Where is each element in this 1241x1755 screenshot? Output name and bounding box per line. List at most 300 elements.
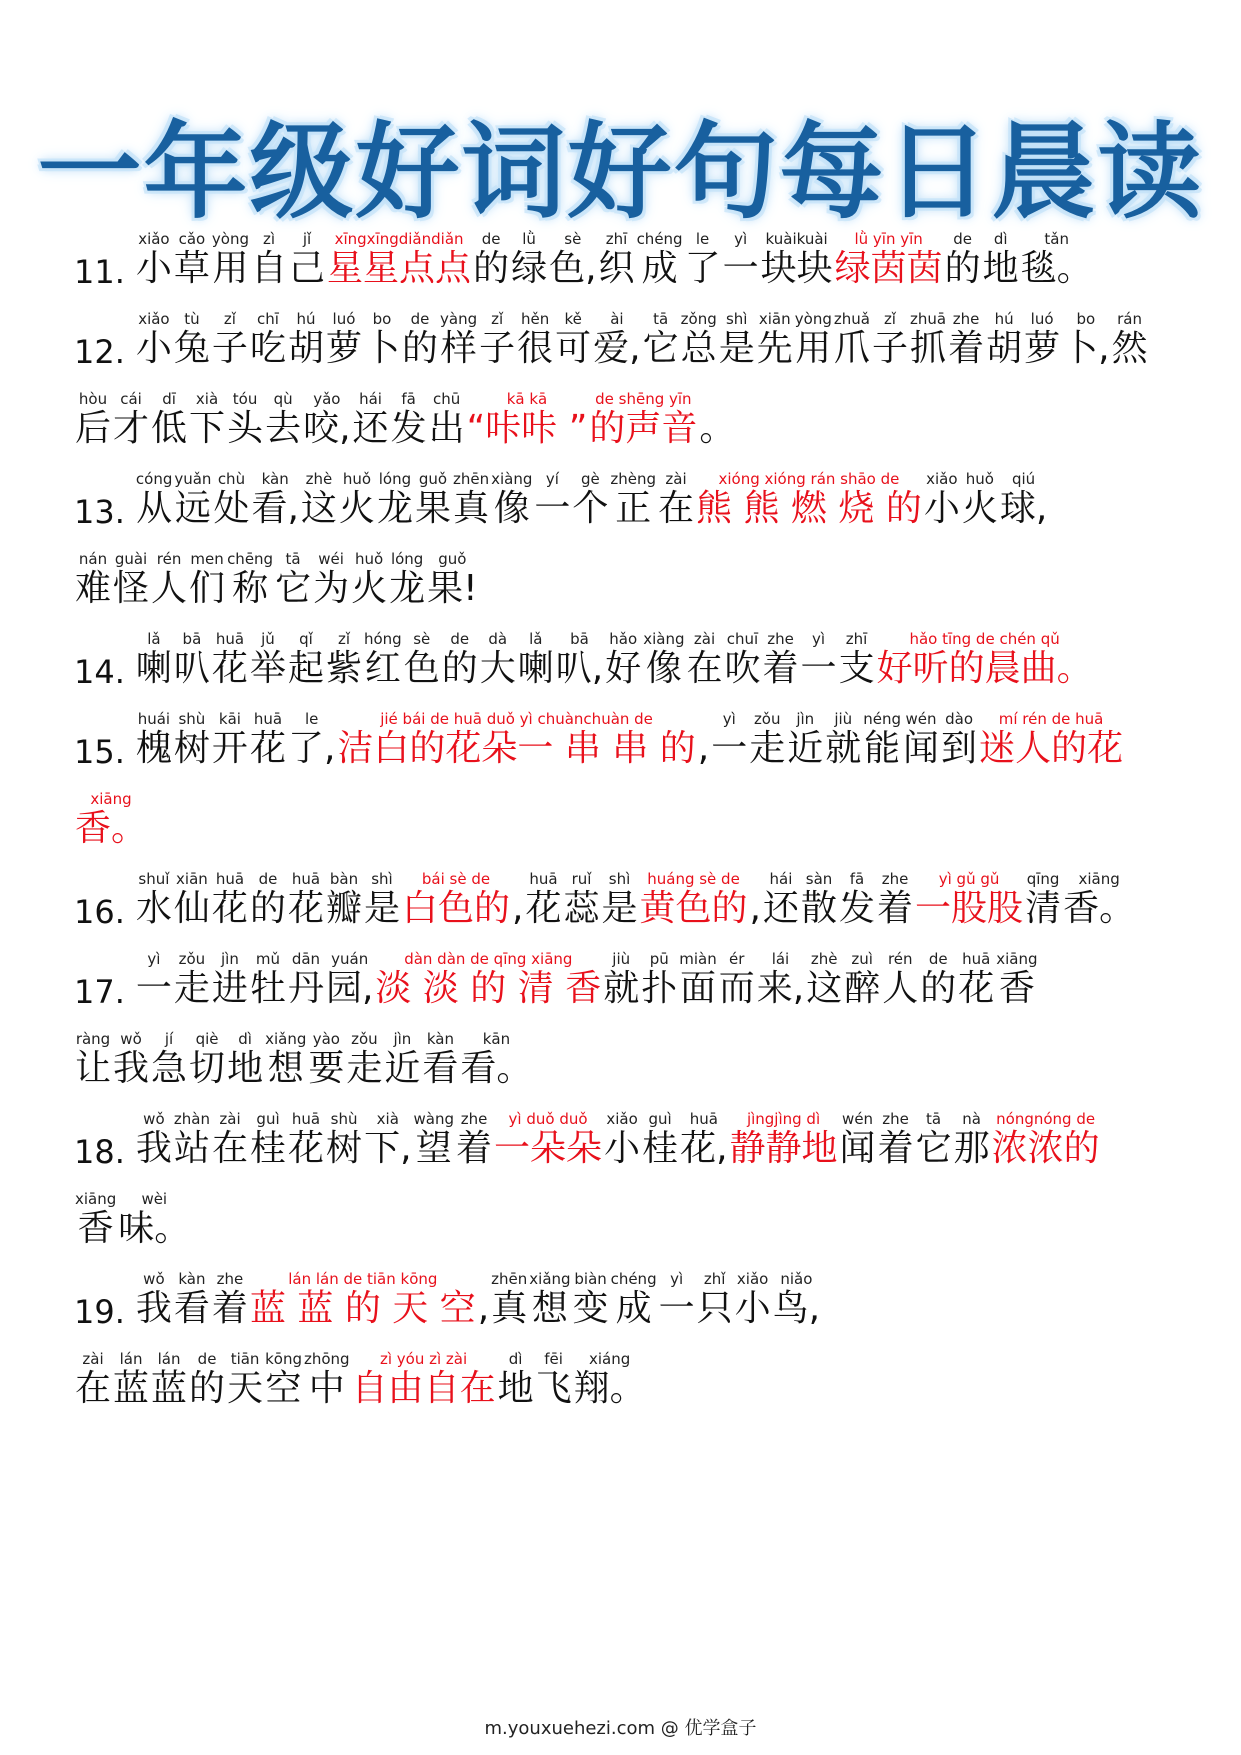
hanzi: 支 (838, 648, 875, 689)
pinyin: hái (359, 390, 382, 408)
word (498, 1350, 534, 1410)
word (563, 870, 599, 930)
sentence-line-content (74, 870, 1136, 930)
pinyin: zhēn (491, 1270, 528, 1288)
word (212, 950, 248, 1010)
hanzi: 起 (287, 648, 324, 689)
hanzi: 花 (287, 888, 324, 929)
pinyin: zhe (881, 870, 909, 888)
pinyin: zǒu (351, 1030, 378, 1048)
word (288, 950, 324, 1010)
word (227, 550, 273, 610)
hanzi: 称 (232, 568, 269, 609)
hanzi: 中 (308, 1368, 345, 1409)
pinyin: bā (182, 630, 202, 648)
hanzi: 们 (189, 568, 226, 609)
highlighted-phrase (992, 1110, 1100, 1170)
pinyin: xiǎo (138, 230, 170, 248)
hanzi: 球, (999, 488, 1048, 529)
hanzi: 然 (1111, 328, 1148, 369)
word (251, 230, 287, 290)
word (213, 470, 249, 530)
pinyin: guǒ (438, 550, 467, 568)
pinyin: yuán (331, 950, 369, 968)
hanzi: 蓝 (113, 1368, 150, 1409)
word (920, 950, 956, 1010)
word (189, 390, 225, 450)
pinyin: hóng (363, 630, 402, 648)
pinyin: zhè (305, 470, 333, 488)
word (910, 310, 946, 370)
sentence-line-content (74, 710, 1124, 770)
hanzi: 为 (313, 568, 350, 609)
word (288, 870, 324, 930)
highlighted-phrase (835, 230, 943, 290)
sentence-line (74, 690, 1174, 770)
word (377, 470, 413, 530)
hanzi: 这 (300, 488, 337, 529)
hanzi: 着 (456, 1128, 493, 1169)
word (250, 710, 286, 770)
word (440, 310, 477, 370)
pinyin: fēi (544, 1350, 563, 1368)
word (326, 950, 373, 1010)
highlighted-phrase (352, 1350, 496, 1410)
hanzi: 一 (135, 968, 172, 1009)
pinyin: xiǎo (606, 1110, 638, 1128)
hanzi: , (749, 888, 761, 929)
word (429, 390, 465, 450)
pinyin: tiān (230, 1350, 260, 1368)
word (593, 310, 640, 370)
word (442, 630, 478, 690)
word (189, 1030, 225, 1090)
hanzi: 想 (531, 1288, 568, 1329)
word (212, 310, 248, 370)
pinyin: dān (291, 950, 321, 968)
sentence-number: 18. (74, 1133, 125, 1171)
hanzi: 蓝 蓝 的 天 空 (249, 1288, 476, 1329)
pinyin: yí (545, 470, 559, 488)
hanzi: 蓝 (151, 1368, 188, 1409)
pinyin: rén (887, 950, 913, 968)
highlighted-phrase (375, 950, 601, 1010)
pinyin: fā (401, 390, 416, 408)
hanzi: 自由自在 (351, 1368, 496, 1409)
sentence-line-content (74, 950, 1039, 1010)
word (346, 1030, 382, 1090)
word (945, 230, 981, 290)
word (1021, 230, 1093, 290)
pinyin: xiǎo (736, 1270, 769, 1288)
hanzi: 才 (113, 408, 150, 449)
hanzi: 花 (249, 728, 286, 769)
pinyin: jǐ (302, 230, 312, 248)
sentence-line (74, 610, 1174, 690)
pinyin: shuǐ (138, 870, 170, 888)
word (572, 470, 608, 530)
pinyin: xiǎo (138, 310, 170, 328)
pinyin: guài (114, 550, 148, 568)
sentence-number: 13. (74, 493, 125, 531)
pinyin: nóngnóng de (996, 1110, 1096, 1128)
word (878, 1110, 914, 1170)
hanzi: 园, (325, 968, 374, 1009)
word (404, 630, 440, 690)
hanzi: 香 (998, 968, 1035, 1009)
word (174, 710, 210, 770)
word (1112, 310, 1148, 370)
sentence-line (74, 1010, 1174, 1090)
pinyin: chēng (227, 550, 274, 568)
pinyin: wén (842, 1110, 874, 1128)
pinyin: rán (1117, 310, 1142, 328)
hanzi: 下 (189, 408, 226, 449)
word (402, 310, 438, 370)
pinyin: tù (184, 310, 200, 328)
hanzi: 像 (645, 648, 682, 689)
hanzi: 的 (944, 248, 981, 289)
hanzi: 火 (338, 488, 375, 529)
footer-watermark: m.youxuehezi.com @ 优学盒子 (484, 1718, 757, 1739)
pinyin: zhe (216, 1270, 244, 1288)
hanzi: 花 (958, 968, 995, 1009)
hanzi: 去 (265, 408, 302, 449)
pinyin: zhī (605, 230, 628, 248)
hanzi: 小 (734, 1288, 771, 1329)
word (699, 390, 735, 450)
pinyin: chuī (726, 630, 759, 648)
word (605, 630, 641, 690)
word (641, 950, 677, 1010)
word (174, 310, 210, 370)
highlighted-phrase (337, 710, 695, 770)
word (491, 470, 532, 530)
word (189, 550, 225, 610)
pinyin: wéi (318, 550, 344, 568)
pinyin: zài (82, 1350, 104, 1368)
pinyin: yì (722, 710, 736, 728)
pinyin: shì (371, 870, 393, 888)
word (834, 310, 870, 370)
hanzi: 开 (211, 728, 248, 769)
word (479, 310, 515, 370)
pinyin: tā (926, 1110, 942, 1128)
pinyin: jǔ (261, 630, 275, 648)
pinyin: kōng (265, 1350, 302, 1368)
pinyin: yì (812, 630, 826, 648)
hanzi: 己 (289, 248, 326, 289)
word (212, 710, 248, 770)
pinyin: pū (649, 950, 669, 968)
word (806, 950, 842, 1010)
word (227, 1030, 263, 1090)
word (735, 1270, 771, 1330)
hanzi: 一 (534, 488, 571, 529)
word (757, 310, 793, 370)
word (757, 950, 804, 1010)
pinyin: huā (529, 870, 558, 888)
pinyin: jìn (393, 1030, 412, 1048)
word (863, 710, 901, 770)
hanzi: 树 (326, 1128, 363, 1169)
word (265, 1350, 302, 1410)
hanzi: 是 (718, 328, 755, 369)
hanzi: 小 (135, 328, 172, 369)
word (288, 1110, 324, 1170)
pinyin: hái (769, 870, 793, 888)
pinyin: rén (156, 550, 182, 568)
pinyin: sè (564, 230, 582, 248)
hanzi: 绿 (511, 248, 548, 289)
pinyin: dì (238, 1030, 252, 1048)
pinyin: zhuǎ (833, 310, 870, 328)
pinyin: de (953, 230, 973, 248)
pinyin: men (190, 550, 224, 568)
hanzi: 是 (601, 888, 638, 929)
pinyin: jìn (796, 710, 815, 728)
hanzi: 一股股 (915, 888, 1024, 929)
word (174, 470, 211, 530)
hanzi: 花 (211, 648, 248, 689)
hanzi: 树 (173, 728, 210, 769)
pinyin: huǒ (965, 470, 994, 488)
word (685, 230, 721, 290)
word (136, 1270, 172, 1330)
pinyin: kuàikuài (765, 230, 828, 248)
word (351, 550, 387, 610)
word (962, 470, 998, 530)
hanzi: 紫 (325, 648, 362, 689)
hanzi: 远 (174, 488, 211, 529)
hanzi: 像 (493, 488, 530, 529)
hanzi: 织 (598, 248, 635, 289)
pinyin: chū (432, 390, 461, 408)
word (611, 1270, 657, 1330)
hanzi: 切 (189, 1048, 226, 1089)
word (996, 950, 1037, 1010)
hanzi: 它 (275, 568, 312, 609)
hanzi: 咬, (303, 408, 351, 449)
hanzi: 只 (696, 1288, 733, 1329)
word (174, 630, 210, 690)
hanzi: 难 (75, 568, 112, 609)
sentence-line (74, 1090, 1174, 1170)
pinyin: zhe (882, 1110, 909, 1128)
word (1062, 310, 1109, 370)
pinyin: wén (905, 710, 937, 728)
hanzi: 一 (658, 1288, 695, 1329)
pinyin: zǐ (223, 310, 236, 328)
pinyin: zài (219, 1110, 241, 1128)
pinyin: huǒ (355, 550, 384, 568)
word (556, 630, 603, 690)
pinyin: zhè (810, 950, 838, 968)
pinyin: shù (178, 710, 206, 728)
word (227, 1350, 263, 1410)
pinyin: gè (581, 470, 600, 488)
word (536, 1350, 572, 1410)
hanzi: 在 (686, 648, 723, 689)
pinyin: zì (263, 230, 276, 248)
pinyin: lái (771, 950, 790, 968)
word (637, 230, 683, 290)
pinyin: hòu (78, 390, 108, 408)
hanzi: 的 (249, 888, 286, 929)
hanzi: 急 (151, 1048, 188, 1089)
pinyin: zǒu (753, 710, 781, 728)
word (534, 470, 570, 530)
pinyin: xiāng (90, 790, 132, 808)
pinyin: qiú (1011, 470, 1036, 488)
word (839, 630, 875, 690)
word (212, 1270, 248, 1330)
pinyin: jìn (221, 950, 239, 968)
hanzi: 自 (251, 248, 288, 289)
pinyin: shù (330, 1110, 358, 1128)
pinyin: xiān (176, 870, 208, 888)
word (364, 310, 400, 370)
word (339, 470, 375, 530)
word (250, 630, 286, 690)
word (679, 950, 716, 1010)
sentence-line-content (74, 230, 1094, 290)
pinyin: shì (725, 310, 748, 328)
word (681, 310, 717, 370)
pinyin: bā (570, 630, 589, 648)
word (289, 230, 325, 290)
hanzi: 星星点点 (327, 248, 472, 289)
pinyin: hěn (521, 310, 550, 328)
page-title: 一年级好词好句每日晨读 (37, 111, 1204, 233)
pinyin: wǒ (143, 1270, 165, 1288)
hanzi: 花 (288, 1128, 325, 1169)
hanzi: , (477, 1288, 490, 1329)
word (602, 870, 638, 930)
pinyin: zǒng (680, 310, 717, 328)
word (986, 310, 1022, 370)
hanzi: 是 (363, 888, 400, 929)
word (719, 950, 755, 1010)
hanzi: 的 (441, 648, 478, 689)
sentence-line (74, 1170, 1174, 1250)
hanzi: 桂 (250, 1128, 287, 1169)
word (364, 1110, 411, 1170)
sentence-line (74, 210, 1174, 290)
hanzi: 就 (603, 968, 640, 1009)
sentence-number: 19. (74, 1293, 125, 1331)
pinyin: chù (217, 470, 246, 488)
word (882, 950, 918, 1010)
pinyin: huā (215, 630, 245, 648)
pinyin: yì (670, 1270, 684, 1288)
word (825, 710, 861, 770)
highlighted-phrase (494, 1110, 602, 1170)
hanzi: 用 (795, 328, 832, 369)
pinyin: yì (147, 950, 161, 968)
pinyin: lóng (378, 470, 412, 488)
hanzi: 绿茵茵 (834, 248, 943, 289)
word (174, 1270, 210, 1330)
word (212, 230, 249, 290)
word (903, 710, 939, 770)
sentence-line (74, 290, 1174, 370)
word (795, 310, 832, 370)
pinyin: xiān (758, 310, 791, 328)
hanzi: 想 (267, 1048, 304, 1089)
hanzi: 扑 (641, 968, 678, 1009)
word (250, 1110, 286, 1170)
pinyin: xià (195, 390, 219, 408)
hanzi: 火 (351, 568, 388, 609)
word (599, 230, 635, 290)
word (136, 630, 172, 690)
word (725, 630, 761, 690)
word (326, 310, 362, 370)
highlighted-phrase (979, 710, 1123, 770)
word (136, 950, 172, 1010)
hanzi: 个 (572, 488, 609, 529)
pinyin: de (197, 1350, 217, 1368)
hanzi: 可 (555, 328, 592, 369)
word (353, 390, 389, 450)
hanzi: , (512, 888, 524, 929)
word (136, 230, 172, 290)
pinyin: guì (648, 1110, 672, 1128)
hanzi: 熊 熊 燃 烧 的 (696, 488, 922, 529)
word (456, 1110, 492, 1170)
word (453, 470, 489, 530)
hanzi: 清 (1025, 888, 1062, 929)
word (174, 870, 210, 930)
pinyin: yào (312, 1030, 340, 1048)
word (697, 1270, 733, 1330)
hanzi: 看 (173, 1288, 210, 1329)
word (916, 1110, 952, 1170)
hanzi: 举 (249, 648, 286, 689)
pinyin: huái (137, 710, 171, 728)
pinyin: cóng (135, 470, 173, 488)
hanzi: 吹 (724, 648, 761, 689)
sentence-line-content (74, 550, 479, 610)
pinyin: tóu (232, 390, 258, 408)
hanzi: 它 (642, 328, 679, 369)
pinyin: wǒ (143, 1110, 165, 1128)
pinyin: zài (693, 630, 716, 648)
hanzi: 洁白的花朵一 串 串 的 (337, 728, 696, 769)
hanzi: 成 (615, 1288, 652, 1329)
hanzi: 果 (414, 488, 451, 529)
pinyin: chéng (610, 1270, 657, 1288)
pinyin: wǒ (120, 1030, 142, 1048)
hanzi: 喇 (135, 648, 172, 689)
pinyin: de (928, 950, 948, 968)
pinyin: zǐ (491, 310, 504, 328)
pinyin: kā kā (506, 390, 548, 408)
hanzi: 人 (151, 568, 188, 609)
pinyin: zǐ (883, 310, 896, 328)
pinyin: mí rén de huā (998, 710, 1104, 728)
pinyin: huā (291, 870, 321, 888)
hanzi: 味。 (118, 1208, 191, 1249)
hanzi: 小 (923, 488, 960, 529)
pinyin: dì (993, 230, 1008, 248)
hanzi: 花, (680, 1128, 728, 1169)
hanzi: 火 (961, 488, 998, 529)
pinyin: huáng sè de (647, 870, 740, 888)
hanzi: 香 (77, 1208, 114, 1249)
hanzi: 站 (173, 1128, 210, 1169)
